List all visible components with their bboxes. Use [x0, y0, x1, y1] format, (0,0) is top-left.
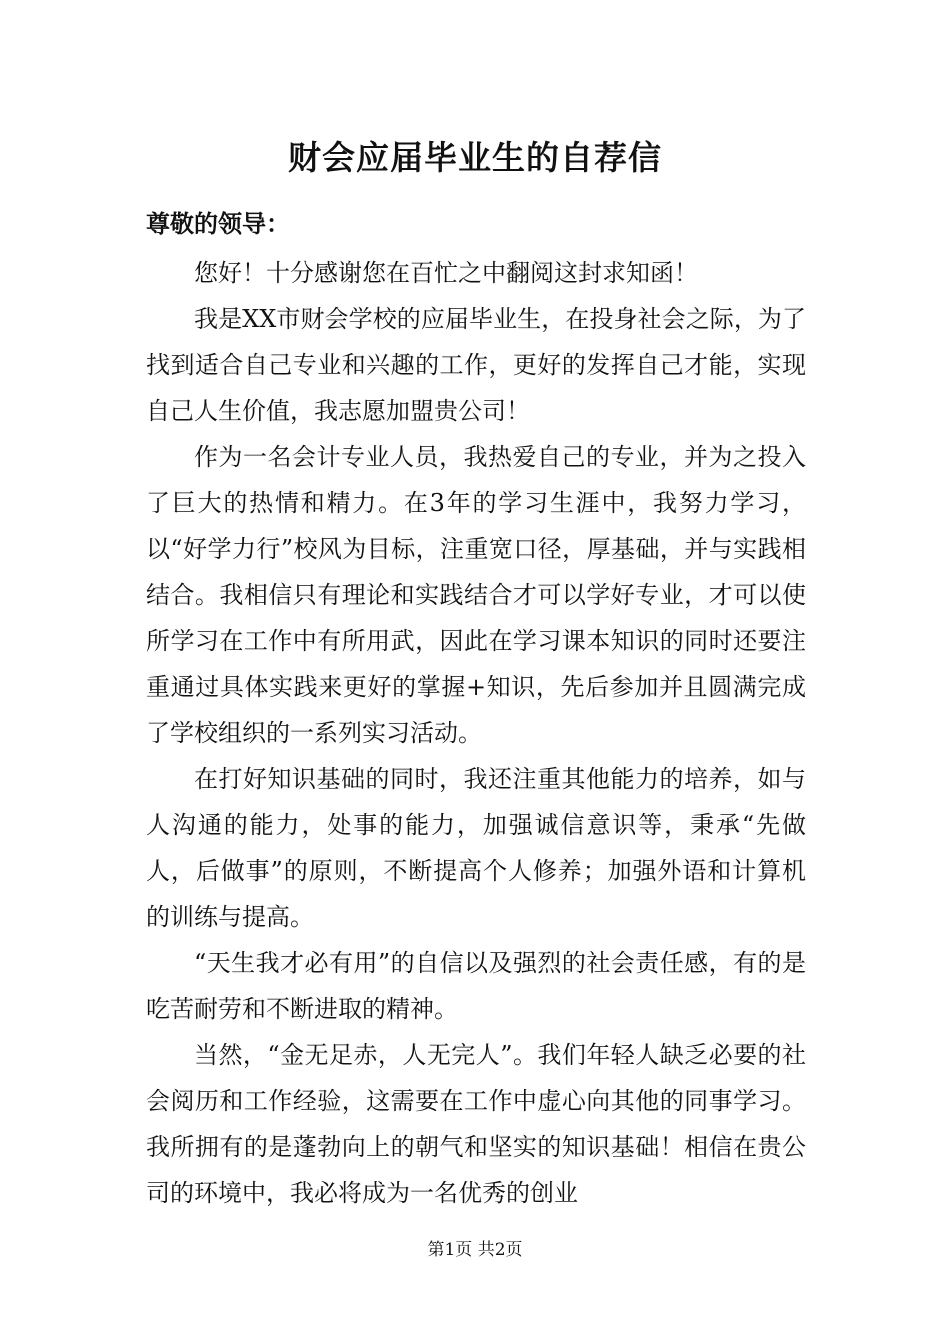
document-title: 财会应届毕业生的自荐信	[288, 138, 662, 177]
paragraph-greeting: 您好！十分感谢您在百忙之中翻阅这封求知函！	[194, 259, 698, 287]
paragraph-closing: 当然，“金无足赤，人无完人”。我们年轻人缺乏必要的社会阅历和工作经验，这需要在工作中虚心向其他的同事学习。我所拥有的是蓬勃向上的朝气和坚实的知识基础！相信在贵公司的环境中，我必将成为一名优秀的创业	[146, 1041, 806, 1207]
paragraph-introduction: 我是XX市财会学校的应届毕业生，在投身社会之际，为了找到适合自己专业和兴趣的工作，更好的发挥自己才能，实现自己人生价值，我志愿加盟贵公司！	[146, 305, 806, 425]
salutation: 尊敬的领导：	[146, 209, 290, 238]
paragraph-education: 作为一名会计专业人员，我热爱自己的专业，并为之投入了巨大的热情和精力。在3年的学习生涯中，我努力学习，以“好学力行”校风为目标，注重宽口径，厚基础，并与实践相结合。我相信只有理论和实践结合才可以学好专业，才可以使所学习在工作中有所用武，因此在学习课本知识的同时还要注重通过具体实践来更好的掌握+知识，先后参加并且圆满完成了学校组织的一系列实习活动。	[146, 443, 806, 747]
paragraph-confidence: “天生我才必有用”的自信以及强烈的社会责任感，有的是吃苦耐劳和不断进取的精神。	[146, 949, 806, 1023]
paragraph-abilities: 在打好知识基础的同时，我还注重其他能力的培养，如与人沟通的能力，处事的能力，加强诚信意识等，秉承“先做人，后做事”的原则，不断提高个人修养；加强外语和计算机的训练与提高。	[146, 765, 806, 931]
letter-body	[146, 250, 806, 1216]
page-number-footer: 第1页 共2页	[427, 1240, 523, 1260]
